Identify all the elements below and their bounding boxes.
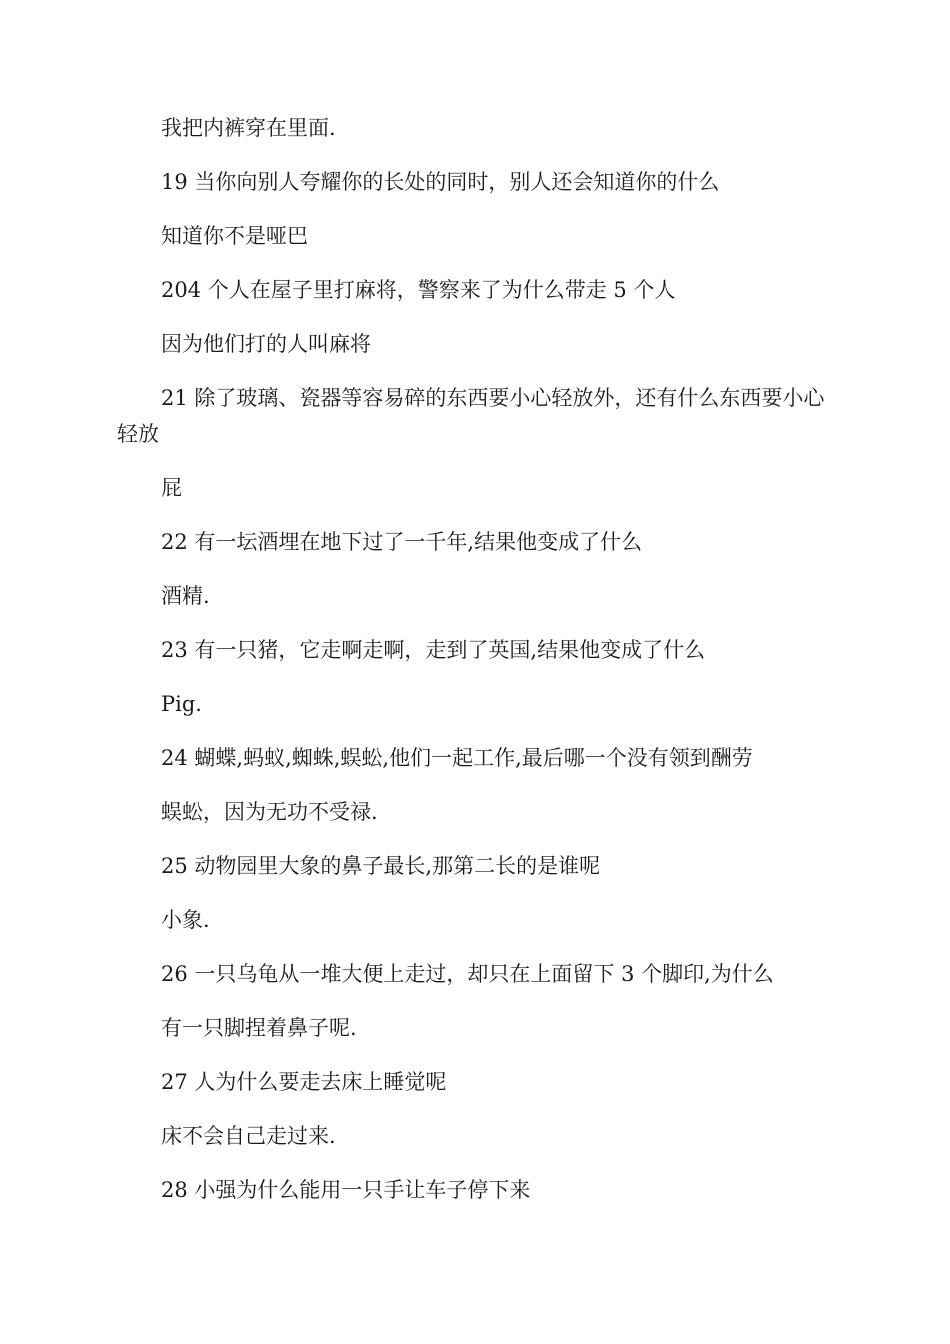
answer-22: 酒精. xyxy=(161,584,210,608)
question-25: 25 动物园里大象的鼻子最长,那第二长的是谁呢 xyxy=(161,854,601,878)
answer-25: 小象. xyxy=(161,908,210,932)
paragraph: 我把内裤穿在里面. xyxy=(161,116,336,140)
question-24: 24 蝴蝶,蚂蚁,蜘蛛,蜈蚣,他们一起工作,最后哪一个没有领到酬劳 xyxy=(161,746,753,770)
answer-21: 屁 xyxy=(161,476,182,500)
question-26: 26 一只乌龟从一堆大便上走过，却只在上面留下 3 个脚印,为什么 xyxy=(161,962,774,986)
answer-27: 床不会自己走过来. xyxy=(161,1124,336,1148)
answer-24: 蜈蚣，因为无功不受禄. xyxy=(161,800,378,824)
answer-26: 有一只脚捏着鼻子呢. xyxy=(161,1016,357,1040)
question-22: 22 有一坛酒埋在地下过了一千年,结果他变成了什么 xyxy=(161,530,643,554)
question-23: 23 有一只猪，它走啊走啊，走到了英国,结果他变成了什么 xyxy=(161,638,706,662)
question-27: 27 人为什么要走去床上睡觉呢 xyxy=(161,1070,447,1094)
question-21: 21 除了玻璃、瓷器等容易碎的东西要小心轻放外，还有什么东西要小心轻放 xyxy=(117,386,825,446)
answer-19: 知道你不是哑巴 xyxy=(161,224,308,248)
question-28: 28 小强为什么能用一只手让车子停下来 xyxy=(161,1178,531,1202)
document-body xyxy=(117,110,837,1226)
answer-20: 因为他们打的人叫麻将 xyxy=(161,332,371,356)
question-20: 204 个人在屋子里打麻将，警察来了为什么带走 5 个人 xyxy=(161,278,676,302)
question-19: 19 当你向别人夸耀你的长处的同时，别人还会知道你的什么 xyxy=(161,170,720,194)
answer-23: Pig. xyxy=(161,692,202,716)
